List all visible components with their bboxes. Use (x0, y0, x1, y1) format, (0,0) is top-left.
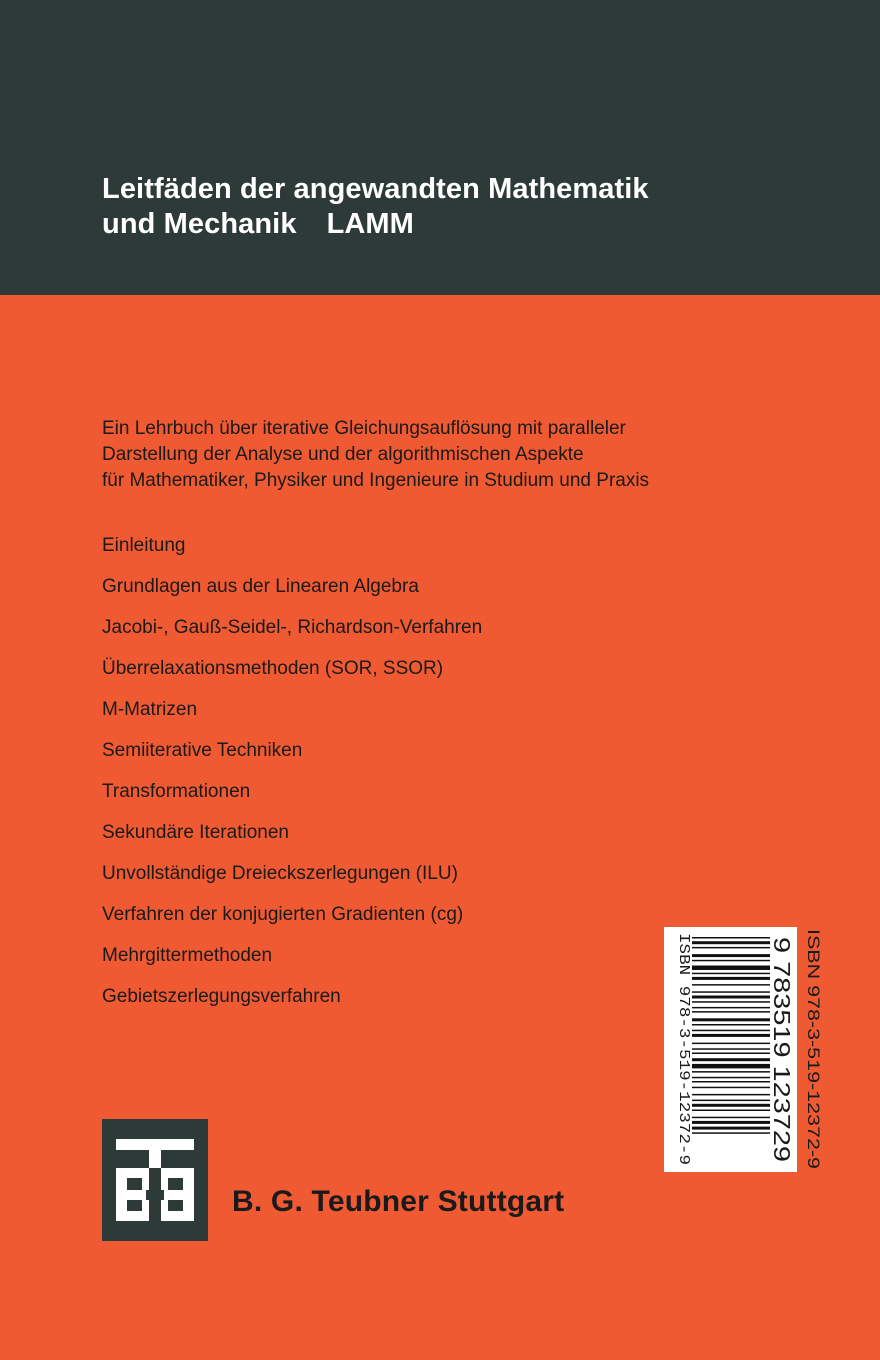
barcode (664, 927, 797, 1172)
toc-item: Mehrgittermethoden (102, 945, 273, 966)
barcode-bar (692, 973, 770, 975)
publisher-name: B. G. Teubner Stuttgart (232, 1185, 565, 1218)
barcode-bar (692, 947, 770, 949)
barcode-isbn-label: ISBN 978-3-519-12372-9 (675, 933, 692, 1132)
barcode-bar (692, 1030, 770, 1032)
toc-item: Sekundäre Iterationen (102, 822, 289, 843)
teubner-logo-icon (102, 1119, 208, 1241)
barcode-bar (692, 966, 770, 971)
barcode-bar (692, 1087, 770, 1089)
isbn-vertical-label: ISBN 978-3-519-12372-9 (804, 929, 823, 1119)
toc-item: Grundlagen aus der Linearen Algebra (102, 576, 419, 597)
barcode-bar (692, 1034, 770, 1037)
barcode-bar (692, 1043, 770, 1045)
series-abbreviation: LAMM (326, 208, 414, 240)
series-title-line2-text: und Mechanik (102, 208, 297, 240)
series-title-line2 (102, 207, 649, 242)
barcode-bar (692, 991, 770, 993)
toc-item: Verfahren der konjugierten Gradienten (cg) (102, 904, 464, 925)
barcode-bar (692, 1117, 770, 1119)
barcode-digits: 9 783519 123729 (769, 937, 795, 1117)
intro-line: Ein Lehrbuch über iterative Gleichungsauflösung mit paralleler (102, 418, 626, 439)
barcode-bar (692, 1001, 770, 1003)
toc-item: Gebietszerlegungsverfahren (102, 986, 341, 1007)
intro-line: Darstellung der Analyse und der algorithmischen Aspekte (102, 444, 584, 465)
barcode-graphic (664, 927, 797, 1172)
barcode-bar (692, 1024, 770, 1026)
barcode-bar (692, 996, 770, 999)
barcode-bar (692, 1081, 770, 1083)
table-of-contents (102, 536, 482, 1028)
barcode-bar (692, 1007, 770, 1009)
barcode-bar (692, 1121, 770, 1124)
barcode-bar (692, 984, 770, 986)
barcode-bar (692, 1132, 770, 1134)
isbn-vertical-text (800, 927, 830, 1172)
toc-item: Unvollständige Dreieckszerlegungen (ILU) (102, 863, 458, 884)
series-title-line1: Leitfäden der angewandten Mathematik (102, 173, 649, 205)
barcode-bar (692, 1018, 770, 1021)
barcode-bar (692, 1048, 770, 1050)
toc-item: Einleitung (102, 535, 186, 556)
toc-item: Jacobi-, Gauß-Seidel-, Richardson-Verfahren (102, 617, 483, 638)
barcode-bar (692, 960, 770, 962)
barcode-bar (692, 1100, 770, 1102)
toc-item: M-Matrizen (102, 699, 198, 720)
barcode-bar (692, 941, 770, 944)
barcode-bar (692, 1127, 770, 1130)
barcode-bar (692, 1011, 770, 1013)
intro-line: für Mathematiker, Physiker und Ingenieure in Studium und Praxis (102, 470, 650, 491)
top-band (0, 0, 880, 295)
barcode-bar (692, 1104, 770, 1107)
toc-item: Transformationen (102, 781, 251, 802)
barcode-bar (692, 937, 770, 939)
barcode-bar (692, 1110, 770, 1112)
series-title (102, 172, 649, 242)
barcode-bar (692, 1071, 770, 1073)
toc-item: Semiiterative Techniken (102, 740, 303, 761)
barcode-bar (692, 954, 770, 957)
barcode-bar (692, 1058, 770, 1061)
barcode-bars (692, 937, 770, 1134)
intro-paragraph (102, 416, 649, 494)
barcode-bar (692, 1094, 770, 1096)
barcode-bar (692, 1064, 770, 1069)
barcode-bar (692, 977, 770, 980)
barcode-bar (692, 1053, 770, 1055)
barcode-bar (692, 1077, 770, 1079)
toc-item: Überrelaxationsmethoden (SOR, SSOR) (102, 658, 444, 679)
